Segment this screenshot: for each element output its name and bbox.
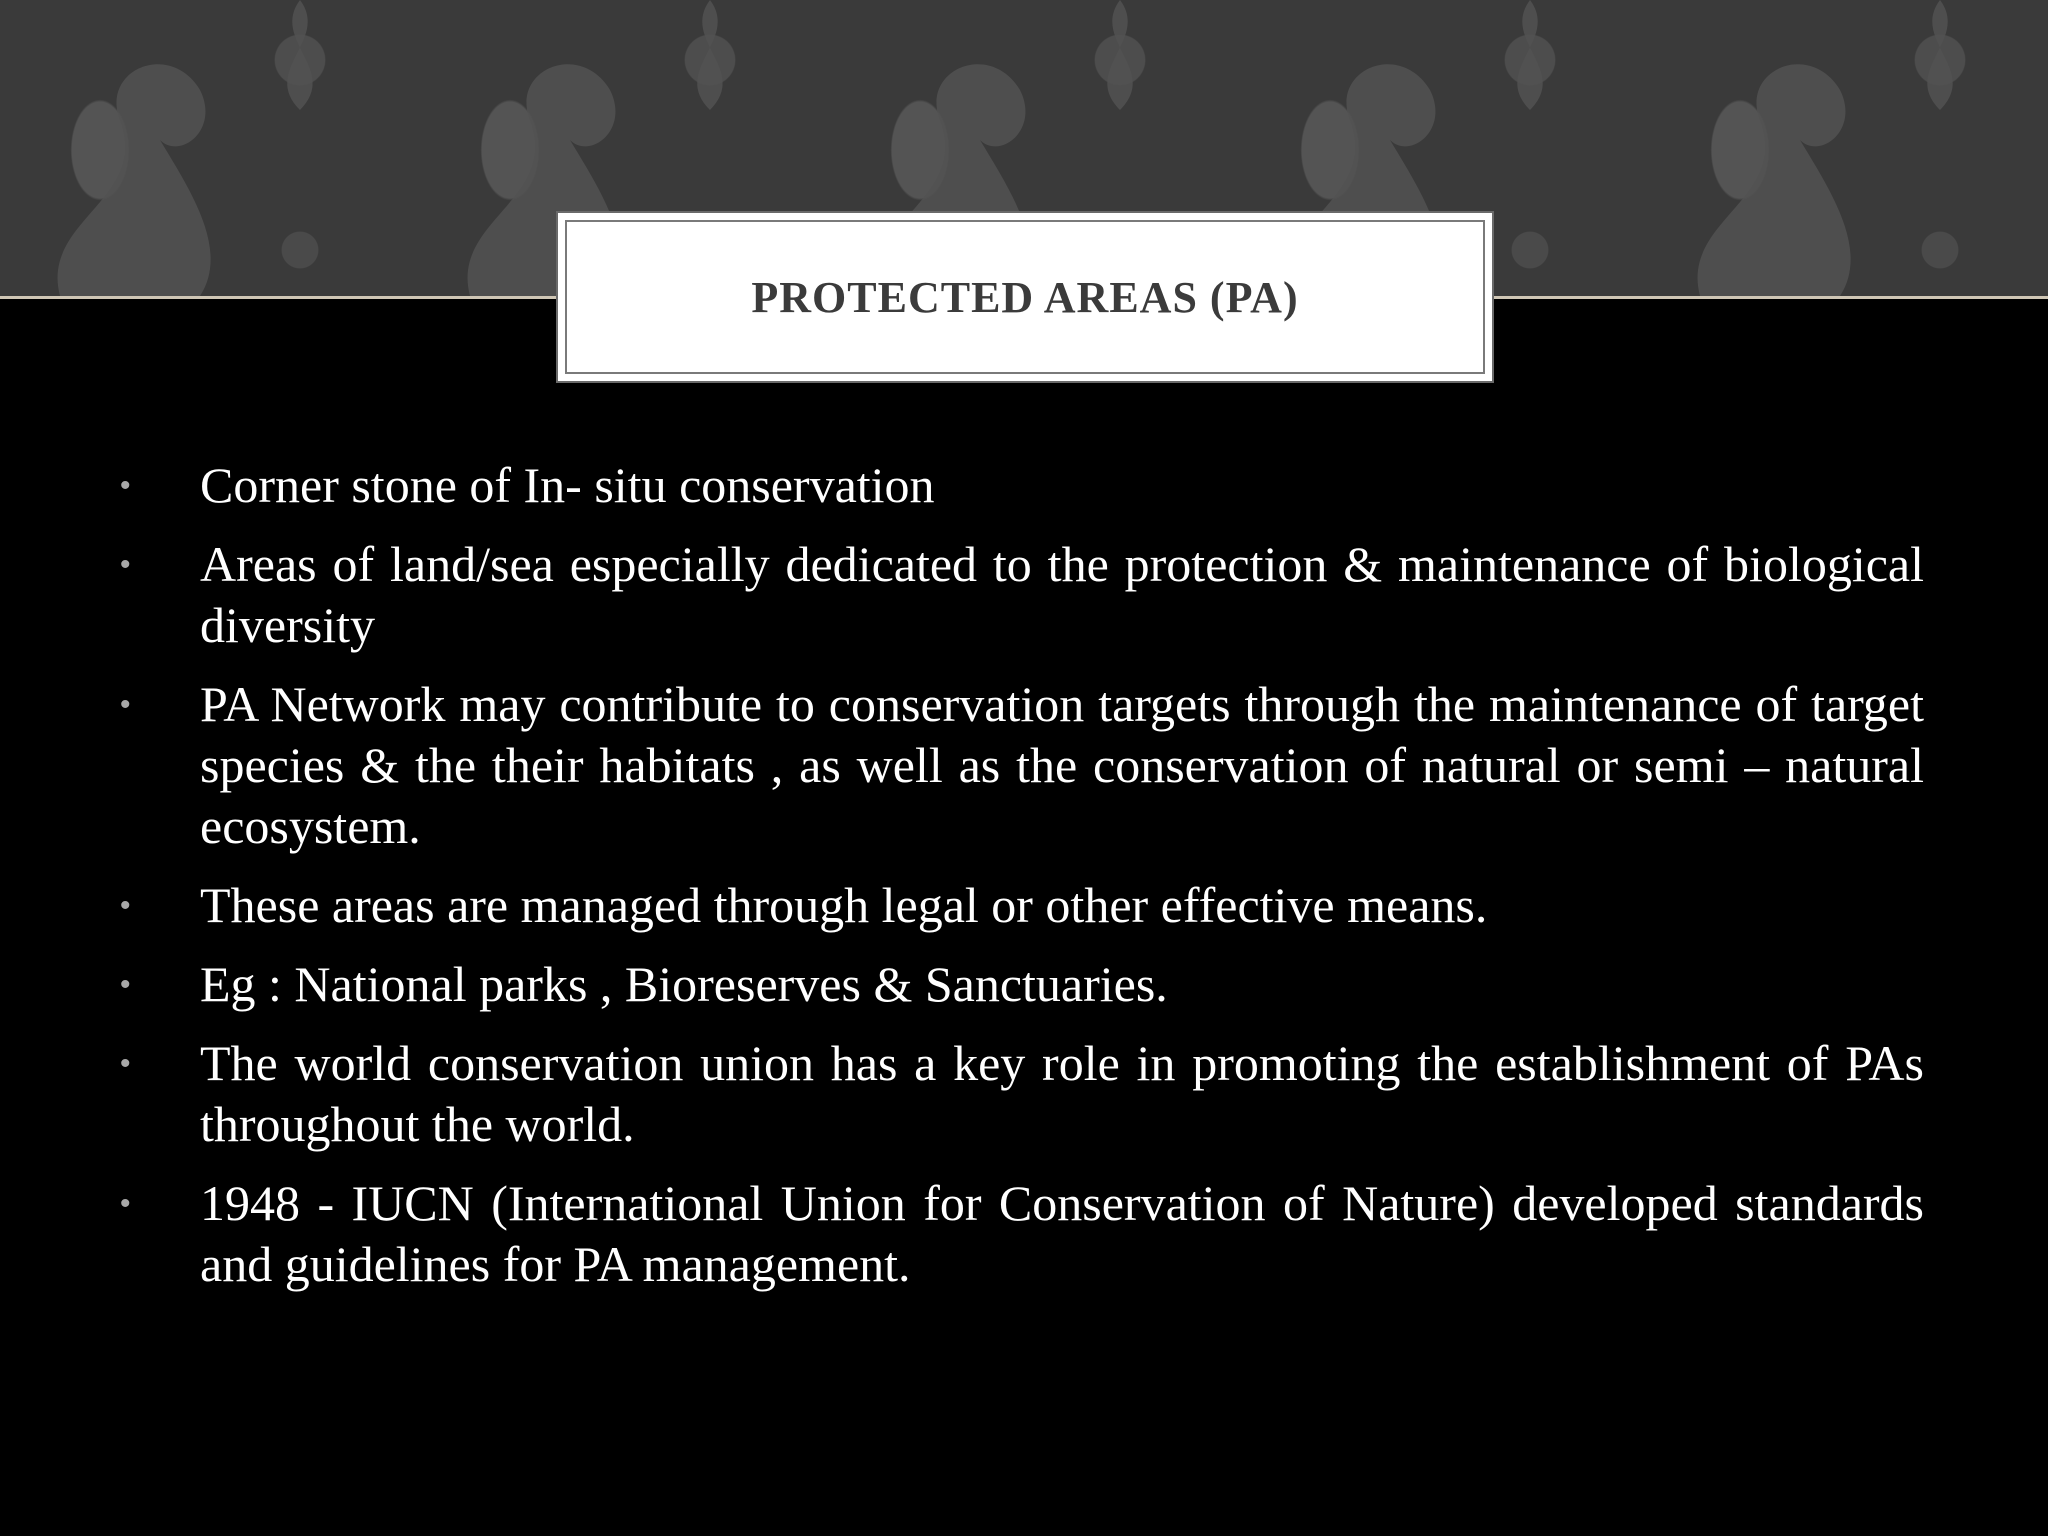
- slide-title: PROTECTED AREAS (PA): [751, 272, 1299, 322]
- bullet-dot-icon: •: [120, 889, 131, 922]
- bullet-text: Eg : National parks , Bioreserves & Sanctuaries.: [200, 956, 1168, 1012]
- bullet-text: PA Network may contribute to conservation targets through the maintenance of target species & the their habitats , as well as the conservation of natural or semi – natural ecosystem.: [200, 676, 1924, 854]
- bullet-item: [120, 674, 1924, 857]
- bullet-text: The world conservation union has a key role in promoting the establishment of PAs throughout the world.: [200, 1035, 1924, 1152]
- title-box: [556, 211, 1494, 383]
- bullet-dot-icon: •: [120, 968, 131, 1001]
- bullet-dot-icon: •: [120, 469, 131, 502]
- bullet-text: 1948 - IUCN (International Union for Conservation of Nature) developed standards and guidelines for PA management.: [200, 1175, 1924, 1292]
- bullet-item: [120, 1033, 1924, 1155]
- bullet-dot-icon: •: [120, 1187, 131, 1220]
- bullet-item: [120, 954, 1924, 1015]
- bullet-text: These areas are managed through legal or other effective means.: [200, 877, 1488, 933]
- bullet-item: [120, 875, 1924, 936]
- bullet-item: [120, 455, 1924, 516]
- bullet-list: [120, 455, 1924, 1313]
- bullet-item: [120, 534, 1924, 656]
- bullet-item: [120, 1173, 1924, 1295]
- bullet-dot-icon: •: [120, 548, 131, 581]
- bullet-dot-icon: •: [120, 1047, 131, 1080]
- title-frame: [565, 220, 1485, 374]
- bullet-text: Corner stone of In- situ conservation: [200, 457, 935, 513]
- bullet-text: Areas of land/sea especially dedicated to the protection & maintenance of biological diversity: [200, 536, 1924, 653]
- bullet-dot-icon: •: [120, 688, 131, 721]
